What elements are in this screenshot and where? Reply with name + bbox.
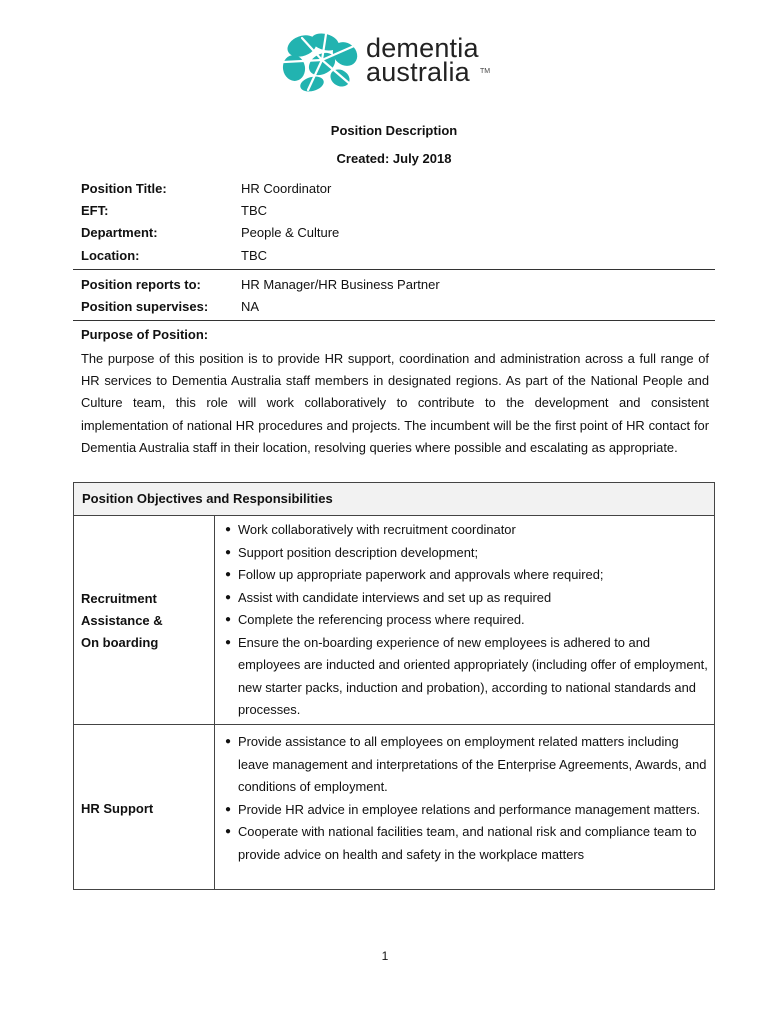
list-item — [222, 587, 712, 610]
list-item-text: Provide HR advice in employee relations and performance management matters. — [238, 801, 701, 817]
trademark-mark: TM — [480, 68, 491, 75]
list-item-text: Ensure the on-boarding experience of new employees is adhered to and employees are inducted and oriented appropriately (including offer of employment, new starter packs, induction and probation), according to national standards and processes. — [238, 634, 708, 717]
info-label: EFT: — [81, 203, 109, 218]
page-number: 1 — [381, 949, 389, 963]
list-item-text: Assist with candidate interviews and set up as required — [238, 589, 552, 605]
hr-support-responsibilities — [222, 731, 712, 866]
table-border-bottom — [73, 889, 715, 890]
list-item-text: Work collaboratively with recruitment coordinator — [238, 522, 516, 537]
divider — [73, 269, 715, 270]
bullet-icon: ● — [225, 591, 232, 603]
bullet-icon: ● — [225, 546, 232, 558]
info-label: Position reports to: — [81, 277, 201, 292]
list-item-text: Complete the referencing process where required. — [238, 612, 525, 627]
info-value: People & Culture — [241, 225, 340, 240]
list-item — [222, 519, 712, 542]
bullet-icon: ● — [225, 614, 232, 625]
purpose-heading: Purpose of Position: — [81, 327, 209, 342]
category-line: Recruitment — [81, 591, 157, 606]
purpose-text: The purpose of this position is to provide HR support, coordination and administration across a full range of HR services to Dementia Australia staff members in designated regions. As part of the National People and Culture team, this role will work collaboratively to contribute to the development and consistent implementation of national HR procedures and projects. The incumbent will be the first point of HR contact for Dementia Australia staff in their location, resolving queries where possible and escalating as appropriate. — [81, 351, 709, 455]
recruitment-responsibilities — [222, 519, 712, 722]
logo-line-1: dementia — [366, 33, 479, 63]
bullet-icon: ● — [225, 569, 232, 580]
objectives-table — [73, 482, 715, 890]
divider — [73, 320, 715, 321]
info-label: Position supervises: — [81, 299, 209, 314]
list-item — [222, 609, 712, 632]
info-label: Position Title: — [81, 181, 167, 196]
list-item-text: Provide assistance to all employees on employment related matters including leave management and interpretations of the Enterprise Agreements, Awards, and conditions of employment. — [238, 734, 707, 794]
list-item — [222, 632, 712, 722]
table-border-right — [714, 515, 715, 890]
info-value: TBC — [241, 248, 267, 263]
list-item-text: Cooperate with national facilities team, and national risk and compliance team to provide advice on health and safety in the workplace matters — [238, 824, 697, 862]
list-item — [222, 542, 712, 565]
list-item — [222, 731, 712, 799]
list-item — [222, 799, 712, 822]
bullet-icon: ● — [225, 636, 232, 648]
created-date: Created: July 2018 — [336, 151, 452, 166]
table-row-divider — [73, 724, 715, 725]
table-header-label: Position Objectives and Responsibilities — [82, 491, 333, 506]
list-item — [222, 821, 712, 866]
logo-line-2: australia — [366, 57, 470, 87]
bullet-icon: ● — [225, 803, 232, 815]
bullet-icon: ● — [225, 524, 232, 535]
bullet-icon: ● — [225, 826, 232, 837]
category-line: On boarding — [81, 635, 159, 650]
info-value: NA — [241, 299, 260, 314]
list-item-text: Follow up appropriate paperwork and approvals where required; — [238, 567, 604, 582]
category-line: Assistance & — [81, 613, 163, 628]
bullet-icon: ● — [225, 736, 232, 747]
table-header — [73, 482, 715, 516]
dementia-australia-logo — [282, 32, 502, 92]
category-recruitment — [81, 588, 163, 654]
list-item — [222, 564, 712, 587]
category-line: HR Support — [81, 801, 154, 816]
info-label: Location: — [81, 248, 140, 263]
brain-logo-icon — [282, 32, 364, 92]
document-title: Position Description — [330, 123, 458, 138]
logo-wordmark — [366, 33, 479, 87]
info-value: HR Manager/HR Business Partner — [241, 277, 440, 292]
table-column-divider — [214, 515, 215, 890]
table-border-left — [73, 515, 74, 890]
info-value: HR Coordinator — [241, 181, 332, 196]
category-hr-support — [81, 798, 153, 820]
info-value: TBC — [241, 203, 267, 218]
list-item-text: Support position description development; — [238, 544, 479, 560]
info-label: Department: — [81, 225, 158, 240]
